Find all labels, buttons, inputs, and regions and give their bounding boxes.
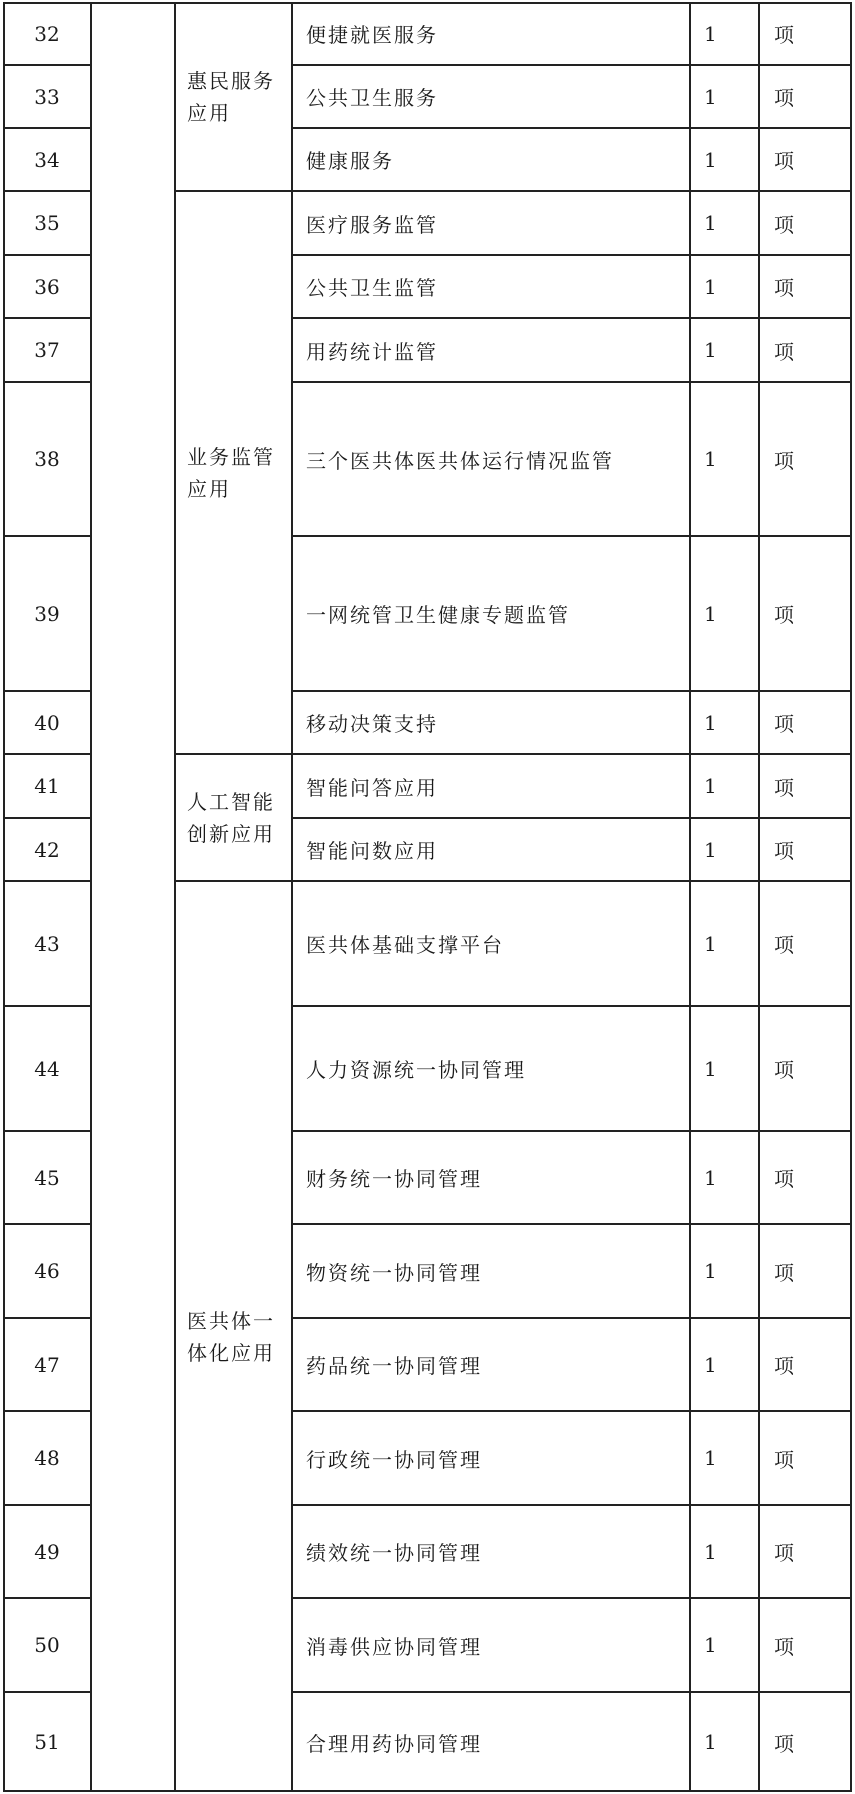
item-name: 财务统一协同管理 [306, 1167, 482, 1191]
item-name: 便捷就医服务 [306, 23, 438, 47]
item-name: 绩效统一协同管理 [306, 1541, 482, 1565]
item-unit: 项 [774, 1058, 794, 1082]
item-name: 用药统计监管 [306, 339, 438, 364]
item-unit: 项 [774, 86, 794, 110]
row-number: 32 [34, 21, 60, 46]
item-quantity: 1 [704, 931, 717, 956]
row-number: 39 [34, 601, 60, 626]
item-quantity: 1 [704, 21, 717, 46]
item-unit: 项 [774, 933, 794, 957]
item-name: 行政统一协同管理 [306, 1447, 482, 1472]
item-name: 物资统一协同管理 [306, 1260, 482, 1285]
item-unit: 项 [774, 23, 794, 47]
item-name: 人力资源统一协同管理 [306, 1058, 526, 1082]
item-unit: 项 [774, 839, 794, 863]
row-number: 35 [34, 211, 60, 235]
item-quantity: 1 [704, 274, 717, 299]
item-unit: 项 [774, 1447, 794, 1472]
row-number: 45 [34, 1165, 60, 1190]
item-unit: 项 [774, 1260, 794, 1285]
item-quantity: 1 [704, 1730, 717, 1754]
item-unit: 项 [774, 775, 794, 800]
row-number: 47 [34, 1352, 60, 1377]
item-name: 健康服务 [306, 149, 394, 173]
category-cell: 惠民服务应用 [187, 68, 275, 125]
item-unit: 项 [774, 1541, 794, 1565]
item-quantity: 1 [704, 84, 717, 109]
item-quantity: 1 [704, 1352, 717, 1377]
item-unit: 项 [774, 1167, 794, 1191]
item-quantity: 1 [704, 447, 717, 471]
row-number: 34 [34, 147, 60, 172]
row-number: 48 [34, 1446, 60, 1470]
row-number: 33 [34, 84, 60, 109]
item-unit: 项 [774, 448, 794, 473]
item-unit: 项 [774, 339, 794, 364]
item-quantity: 1 [704, 601, 717, 626]
item-quantity: 1 [704, 774, 717, 798]
item-unit: 项 [774, 1634, 794, 1659]
item-quantity: 1 [704, 211, 717, 235]
item-unit: 项 [774, 276, 794, 300]
procurement-table [3, 2, 852, 1792]
item-unit: 项 [774, 603, 794, 627]
category-cell: 人工智能创新应用 [187, 789, 275, 846]
item-name: 医共体基础支撑平台 [306, 933, 504, 957]
item-unit: 项 [774, 712, 794, 736]
item-quantity: 1 [704, 338, 717, 362]
item-quantity: 1 [704, 1259, 717, 1283]
item-name: 智能问数应用 [306, 839, 438, 863]
row-number: 43 [34, 931, 60, 956]
item-name: 三个医共体医共体运行情况监管 [306, 448, 614, 473]
item-unit: 项 [774, 212, 794, 237]
row-number: 42 [34, 837, 60, 862]
item-name: 药品统一协同管理 [306, 1354, 482, 1378]
item-name: 合理用药协同管理 [306, 1731, 482, 1756]
item-quantity: 1 [704, 1056, 717, 1081]
item-unit: 项 [774, 1731, 794, 1756]
item-quantity: 1 [704, 1633, 717, 1657]
row-number: 51 [34, 1730, 60, 1754]
item-unit: 项 [774, 149, 794, 173]
item-quantity: 1 [704, 1165, 717, 1190]
item-quantity: 1 [704, 1539, 717, 1564]
item-name: 消毒供应协同管理 [306, 1634, 482, 1659]
item-name: 公共卫生监管 [306, 276, 438, 300]
item-quantity: 1 [704, 837, 717, 862]
item-name: 移动决策支持 [306, 712, 438, 736]
row-number: 44 [34, 1056, 60, 1081]
row-number: 37 [34, 338, 60, 362]
row-number: 50 [34, 1633, 60, 1657]
item-quantity: 1 [704, 1446, 717, 1470]
row-number: 40 [34, 710, 60, 735]
item-name: 公共卫生服务 [306, 86, 438, 110]
item-name: 一网统管卫生健康专题监管 [306, 603, 570, 627]
item-name: 医疗服务监管 [306, 212, 438, 237]
row-number: 41 [34, 774, 60, 798]
row-number: 46 [34, 1259, 60, 1283]
item-quantity: 1 [704, 710, 717, 735]
row-number: 49 [34, 1539, 60, 1564]
category-cell: 医共体一体化应用 [187, 1308, 275, 1365]
category-cell: 业务监管应用 [187, 444, 275, 501]
item-unit: 项 [774, 1354, 794, 1378]
row-number: 38 [34, 447, 60, 471]
item-name: 智能问答应用 [306, 775, 438, 800]
row-number: 36 [34, 274, 60, 299]
item-quantity: 1 [704, 147, 717, 172]
